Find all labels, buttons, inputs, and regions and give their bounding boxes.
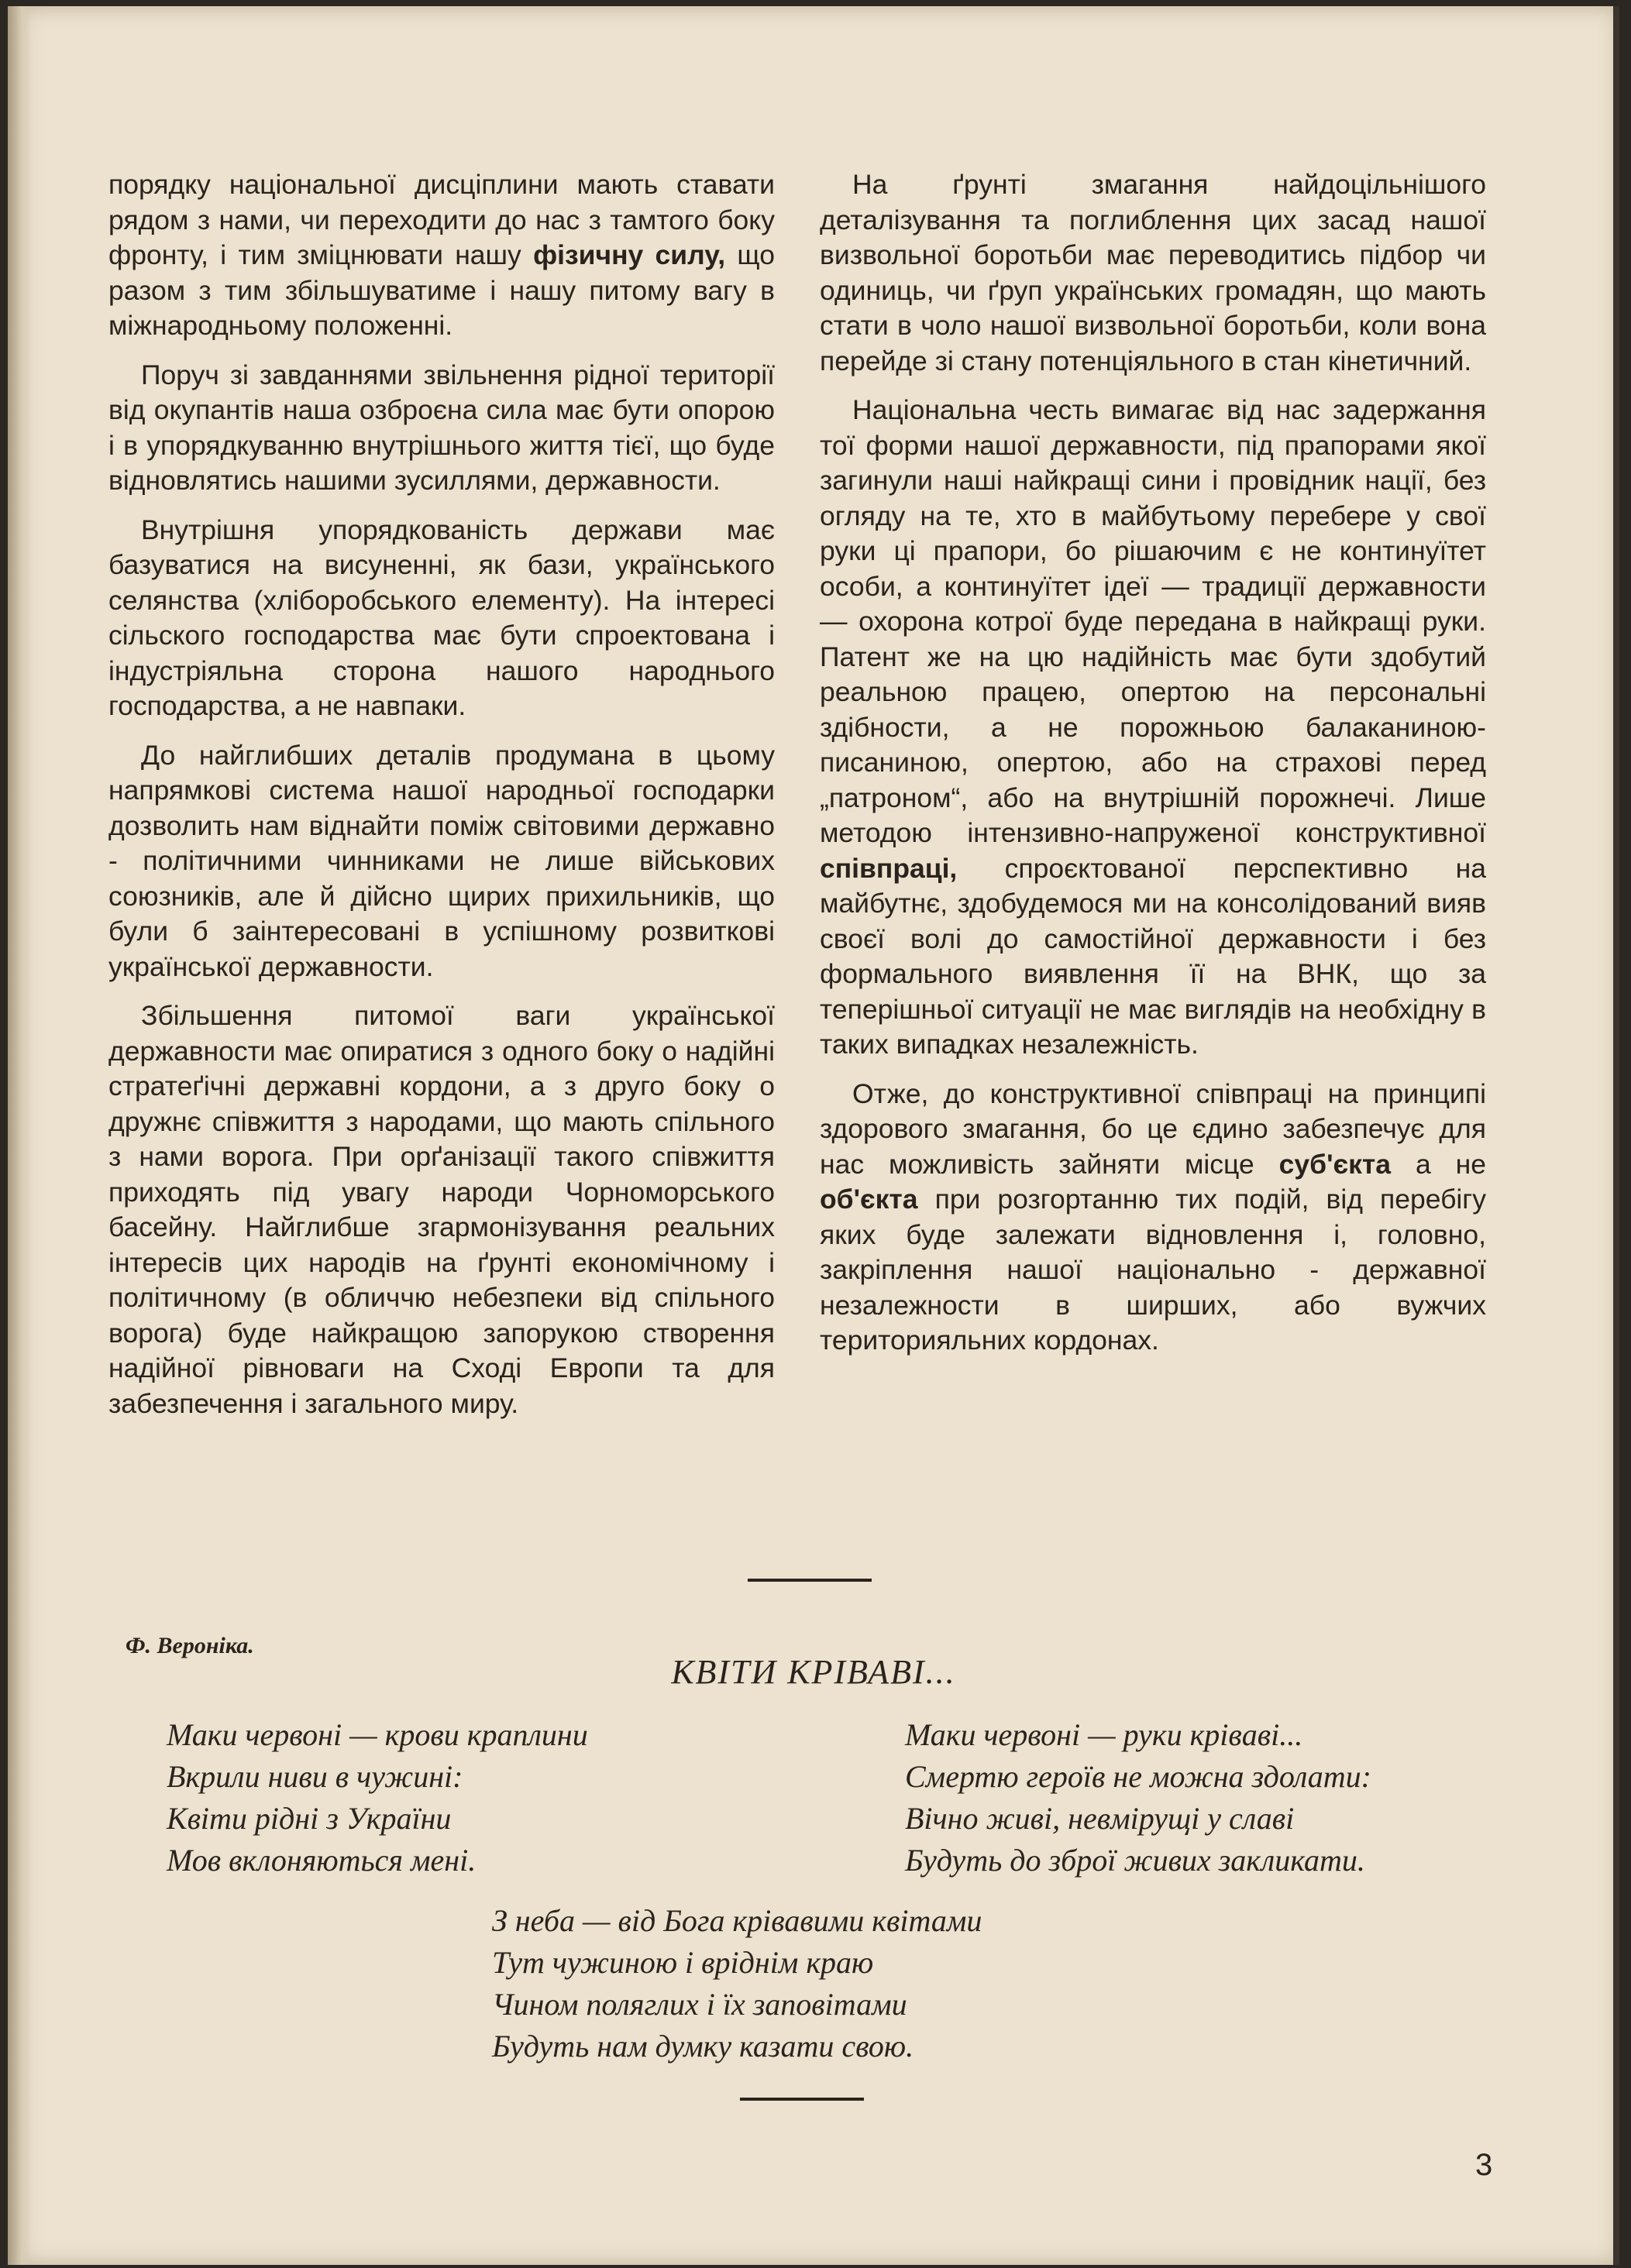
poem-line: Будуть нам думку казати свою.: [492, 2029, 914, 2064]
poem-line: Маки червоні — руки крівaві...: [905, 1717, 1303, 1752]
poem-line: З неба — від Бога крівавими квітами: [492, 1903, 982, 1938]
left-paragraph-5: Збільшення питомої ваги української державности має опиратися з одного боку о надійні стратеґічні державні кордони, а з друго боку о дружнє співжиття з народами, що мають спільного з нами ворога. При орґанізації такого співжиття приходять під увагу народи Чорноморського басейну. Найглибше згармонізування реальних інтересів цих народів на ґрунті економічному і політичному (в обличчю небезпеки від спільного ворога) буде найкращою запорукою створення надійної рівноваги на Сході Европи та для забезпечення і загального миру.: [108, 1000, 775, 1419]
left-column: [108, 167, 775, 1435]
left-paragraph-2: Поруч зі завданнями звільнення рідної території від окупантів наша озброєна сила має бути опорою і в упорядкуванню внутрішнього життя тієї, що буде відновлятись нашими зусиллями, державности.: [108, 359, 775, 496]
right-column: [820, 167, 1486, 1373]
section-divider-bottom: [740, 2098, 864, 2101]
poem-line: Маки червоні — крови краплини: [167, 1717, 588, 1752]
poem-title: КВІТИ КРІВАВІ...: [671, 1653, 956, 1691]
poem-line: Тут чужиною і вріднім краю: [492, 1945, 874, 1980]
page-edge: [1613, 6, 1619, 2265]
page-number: 3: [1475, 2148, 1493, 2182]
poem-line: Вічно живі, невмірущі у славі: [905, 1801, 1295, 1836]
right-paragraph-1: На ґрунті змагання найдоцільнішого деталізування та поглиблення цих засад нашої визвольної боротьби має переводитись підбор чи одиниць, чи ґруп українських громадян, що мають стати в чоло нашої визвольної боротьби, коли вона перейде зі стану потенціяльного в стан кінетичний.: [820, 169, 1486, 376]
right-paragraph-2: Національна честь вимагає від нас задержання тої форми нашої державности, під прапорами якої загинули наші найкращі сини і провідник нації, без огляду на те, хто в майбутьому перебере у свої руки ці прапори, бо рішаючим є не континуїтет особи, а континуїтет ідеї — традиції державности — охорона котрої буде передана в найкращі руки. Патент же на цю надійність має бути здобутий реальною працею, опертою на персональні здібности, а не порожньою балаканиною-писаниною, опертою, або на страхові перед „патроном“, або на внутрішній порожнечі. Лише методою інтензивно-напруженої конструктивної співпраці, спроєктованої перспективно на майбутнє, здобудемося ми на консолідований вияв своєї волі до самостійної державности і без формального виявлення її на ВНК, що за теперішньої ситуації не має виглядів на необхідну в таких випадках незалежність.: [820, 394, 1486, 1060]
binding-spine: [8, 6, 31, 2265]
left-paragraph-3: Внутрішня упорядкованість держави має базуватися на висуненні, як бази, українського селянства (хліборобського елементу). На інтересі сільского господарства має бути спроектована і індустріяльна сторона нашого народнього господарства, а не навпаки.: [108, 514, 775, 721]
poem-line: Смертю героїв не можна здолати:: [905, 1759, 1371, 1794]
poem-line: Мов вклоняються мені.: [167, 1843, 477, 1878]
left-paragraph-1: порядку національної дисціплини мають ставати рядом з нами, чи переходити до нас з тамтого боку фронту, і тим зміцнювати нашу фізичну силу, що разом з тим збільшуватиме і нашу питому вагу в міжнародньому положенні.: [108, 169, 775, 341]
poem-line: Чином поляглих і їх заповітами: [492, 1987, 907, 2022]
document-page: [8, 6, 1619, 2265]
poem-line: Квіти рідні з України: [167, 1801, 452, 1836]
poem-author: Ф. Вероніка.: [126, 1633, 254, 1658]
poem-line: Будуть до зброї живих закликати.: [905, 1843, 1365, 1878]
section-divider-top: [748, 1579, 872, 1582]
poem-stanza-1: [167, 1714, 588, 1881]
right-paragraph-3: Отже, до конструктивної співпраці на принципі здорового змагання, бо це єдино забезпечує для нас можливість зайняти місце суб'єкта а не об'єкта при розгортанню тих подій, від перебігу яких буде залежати відновлення і, головно, закріплення нашої національно - державної незалежности в ширших, або вужчих територияльних кордонах.: [820, 1077, 1486, 1356]
poem-line: Вкрили ниви в чужині:: [167, 1759, 463, 1794]
left-paragraph-4: До найглибших деталів продумана в цьому напрямкові система нашої народньої господарки дозволить нам віднайти поміж світовими державно - політичними чинниками не лише військових союзників, але й дійсно щирих прихильників, що були б заінтересовані в успішному розвиткові української державности.: [108, 739, 775, 982]
poem-stanza-2: [905, 1714, 1371, 1881]
poem-stanza-3: [492, 1900, 982, 2067]
